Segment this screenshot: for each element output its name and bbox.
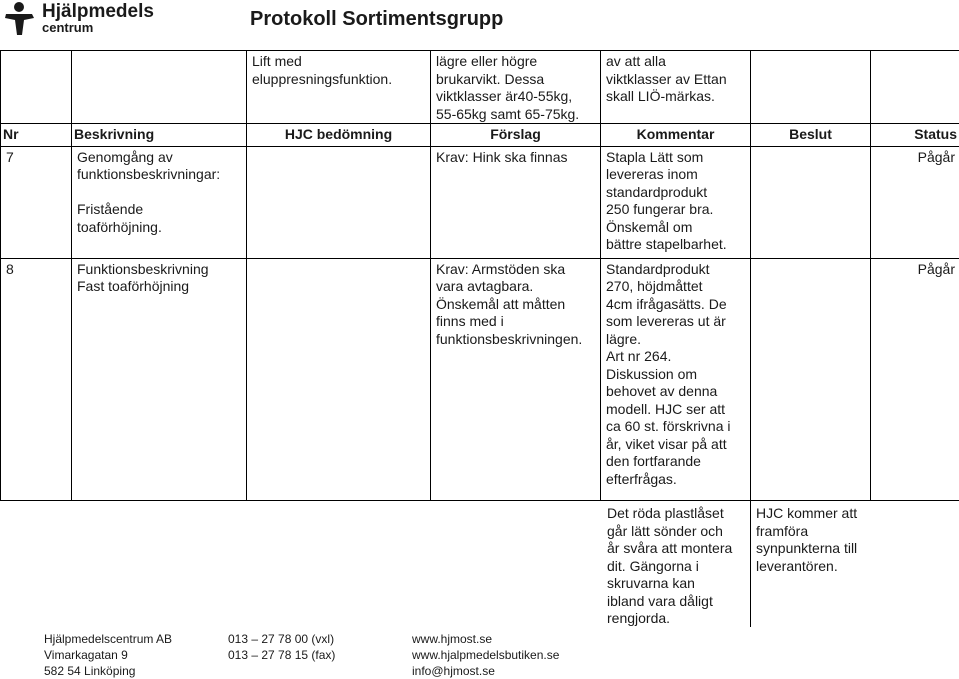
footer-address: Hjälpmedelscentrum AB Vimarkagatan 9 582 54 Linköping — [44, 631, 172, 679]
cell-forslag: Krav: Hink ska finnas — [431, 146, 601, 258]
column-header-nr: Nr — [1, 124, 72, 147]
column-header-hjc: HJC bedömning — [247, 124, 431, 147]
cell-kommentar: Stapla Lätt som levereras inom standardprodukt 250 fungerar bra. Önskemål om bättre stapelbarhet. — [601, 146, 751, 258]
page-title: Protokoll Sortimentsgrupp — [250, 8, 503, 31]
cell-nr: 7 — [1, 146, 72, 258]
table-row-continuation — [1, 51, 959, 124]
table-row — [1, 146, 959, 258]
cell-beskrivning — [72, 51, 247, 124]
cell-hjc — [247, 51, 431, 124]
trailing-kommentar: Det röda plastlåset går lätt sönder och år svåra att montera dit. Gängorna i skruvarna kan ibland vara dåligt rengjorda. — [607, 505, 757, 628]
table-header-row — [1, 124, 959, 147]
cell-nr — [1, 51, 72, 124]
continuation-forslag: lägre eller högre brukarvikt. Dessa viktklasser är40-55kg, 55-65kg samt 65-75kg. — [436, 53, 579, 122]
cell-forslag — [431, 51, 601, 124]
cell-beslut — [751, 51, 871, 124]
column-header-beslut: Beslut — [751, 124, 871, 147]
cell-nr: 8 — [1, 258, 72, 500]
logo-text-primary: Hjälpmedels — [42, 1, 154, 23]
cell-kommentar — [601, 51, 751, 124]
table-row — [1, 258, 959, 500]
cell-forslag: Krav: Armstöden ska vara avtagbara. Önskemål att måtten finns med i funktionsbeskrivningen. — [431, 258, 601, 500]
cell-status — [871, 51, 959, 124]
cell-beslut — [751, 258, 871, 500]
cell-status: Pågår — [871, 146, 959, 258]
column-header-status: Status — [871, 124, 959, 147]
protocol-table — [0, 50, 959, 501]
footer-phone: 013 – 27 78 00 (vxl) 013 – 27 78 15 (fax) — [228, 631, 335, 663]
cell-beskrivning: Funktionsbeskrivning Fast toaförhöjning — [72, 258, 247, 500]
column-divider — [750, 495, 751, 627]
column-header-forslag: Förslag — [431, 124, 601, 147]
logo-mark-icon — [2, 0, 40, 38]
cell-beskrivning: Genomgång av funktionsbeskrivningar: Fristående toaförhöjning. — [72, 146, 247, 258]
column-header-beskrivning: Beskrivning — [72, 124, 247, 147]
footer-web: www.hjmost.se www.hjalpmedelsbutiken.se info@hjmost.se — [412, 631, 559, 679]
cell-kommentar: Standardprodukt 270, höjdmåttet 4cm ifrågasätts. De som levereras ut är lägre. Art nr 264. Diskussion om behovet av denna modell. HJC ser att ca 60 st. förskrivna i år, viket visar på att den fortfarande efterfrågas. — [601, 258, 751, 500]
cell-hjc — [247, 258, 431, 500]
cell-hjc — [247, 146, 431, 258]
continuation-kommentar: av att alla viktklasser av Ettan skall LIÖ-märkas. — [606, 53, 727, 104]
logo — [2, 0, 162, 38]
continuation-beskrivning: Lift med eluppresningsfunktion. — [252, 53, 392, 87]
trailing-beslut: HJC kommer att framföra synpunkterna till leverantören. — [756, 505, 876, 575]
cell-status: Pågår — [871, 258, 959, 500]
cell-beslut — [751, 146, 871, 258]
logo-text-secondary: centrum — [42, 20, 93, 35]
column-header-kommentar: Kommentar — [601, 124, 751, 147]
